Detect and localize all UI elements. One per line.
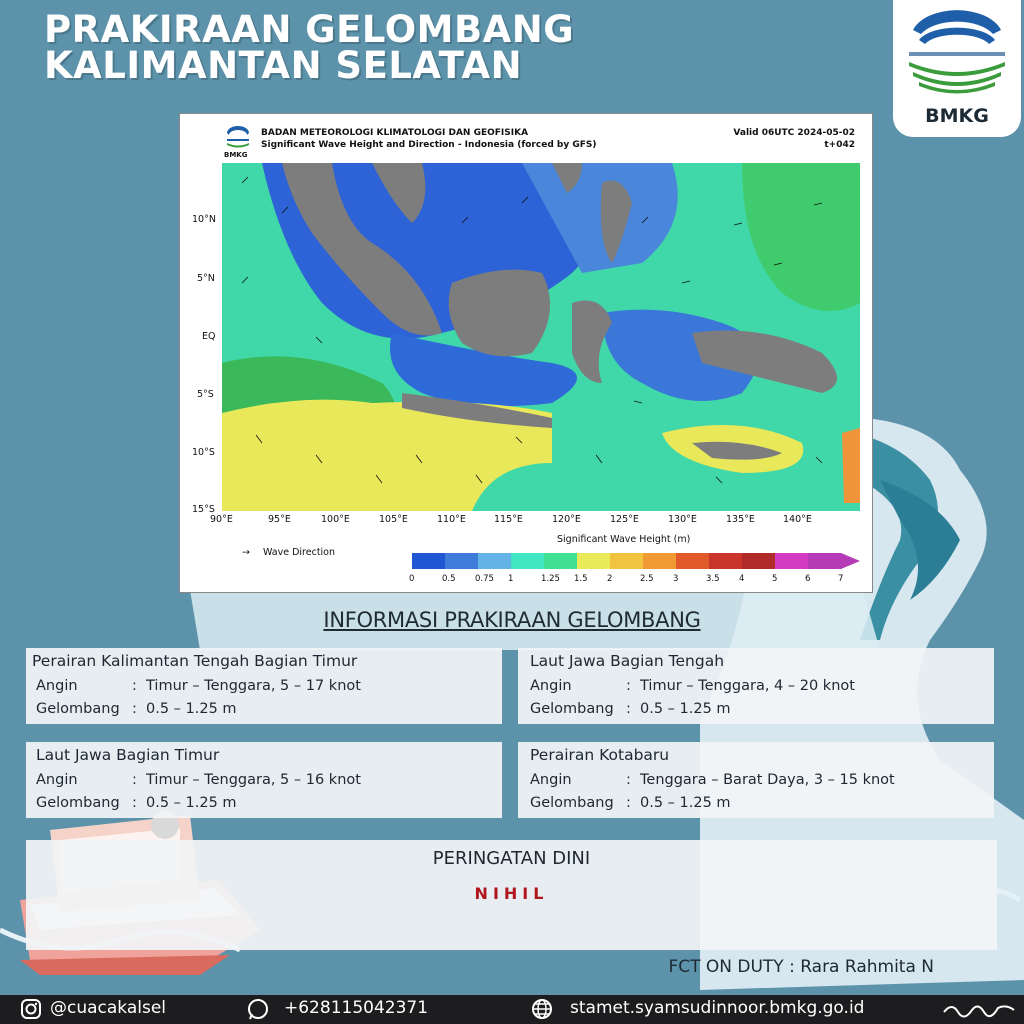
arrow-legend-label: Wave Direction bbox=[263, 547, 336, 558]
colorbar-tick-label: 3 bbox=[673, 574, 679, 584]
wave-value: 0.5 – 1.25 m bbox=[146, 795, 237, 811]
whatsapp-icon bbox=[246, 998, 270, 1021]
area-card bbox=[518, 742, 994, 818]
wave-label: Gelombang bbox=[36, 795, 120, 811]
colorbar-cell bbox=[643, 553, 676, 569]
colorbar bbox=[412, 553, 862, 569]
lon-label: 100°E bbox=[321, 514, 350, 525]
colorbar-tick-label: 0 bbox=[409, 574, 415, 584]
colorbar-tick-label: 0.75 bbox=[475, 574, 494, 584]
colorbar-cell bbox=[445, 553, 478, 569]
colorbar-tick-label: 3.5 bbox=[706, 574, 720, 584]
warning-value: NIHIL bbox=[474, 884, 549, 903]
colon: : bbox=[132, 795, 137, 811]
colorbar-tick-label: 1 bbox=[508, 574, 514, 584]
colorbar-tick-label: 5 bbox=[772, 574, 778, 584]
lat-label: 10°S bbox=[192, 447, 215, 458]
lon-label: 140°E bbox=[783, 514, 812, 525]
instagram-icon bbox=[20, 998, 42, 1021]
area-name: Perairan Kotabaru bbox=[530, 746, 670, 764]
colorbar-cell bbox=[775, 553, 808, 569]
lat-label: 10°N bbox=[192, 214, 216, 225]
colorbar-cell bbox=[808, 553, 841, 569]
lat-label: 5°N bbox=[197, 273, 215, 284]
colon: : bbox=[132, 701, 137, 717]
colorbar-cell bbox=[742, 553, 775, 569]
map-lead-time: t+042 bbox=[824, 140, 855, 150]
colorbar-end-arrow bbox=[841, 553, 860, 569]
forecaster-on-duty: FCT ON DUTY : Rara Rahmita N bbox=[668, 957, 934, 977]
colorbar-tick-label: 0.5 bbox=[442, 574, 456, 584]
wave-label: Gelombang bbox=[36, 701, 120, 717]
warning-title: PERINGATAN DINI bbox=[432, 848, 591, 869]
colorbar-tick-label: 1.25 bbox=[541, 574, 560, 584]
wave-label: Gelombang bbox=[530, 701, 614, 717]
area-card bbox=[518, 648, 994, 724]
colorbar-cell bbox=[412, 553, 445, 569]
title-line-2: KALIMANTAN SELATAN bbox=[44, 44, 523, 87]
lon-label: 135°E bbox=[726, 514, 755, 525]
area-name: Laut Jawa Bagian Timur bbox=[36, 746, 220, 764]
bmkg-logo-icon bbox=[893, 0, 1021, 105]
phone-number[interactable]: +628115042371 bbox=[284, 998, 429, 1018]
title-line-1: PRAKIRAAN GELOMBANG bbox=[44, 8, 575, 51]
small-logo-text: BMKG bbox=[224, 151, 248, 159]
wind-value: Tenggara – Barat Daya, 3 – 15 knot bbox=[640, 772, 895, 788]
arrow-legend-icon: → bbox=[242, 547, 250, 558]
colon: : bbox=[132, 678, 137, 694]
area-name: Laut Jawa Bagian Tengah bbox=[530, 652, 725, 670]
lon-label: 105°E bbox=[379, 514, 408, 525]
globe-icon bbox=[530, 998, 554, 1021]
lat-label: EQ bbox=[202, 331, 216, 342]
lon-label: 130°E bbox=[668, 514, 697, 525]
wave-label: Gelombang bbox=[530, 795, 614, 811]
wind-label: Angin bbox=[530, 678, 572, 694]
lat-label: 5°S bbox=[197, 389, 214, 400]
colorbar-cell bbox=[478, 553, 511, 569]
wind-value: Timur – Tenggara, 5 – 17 knot bbox=[146, 678, 361, 694]
colorbar-tick-label: 2.5 bbox=[640, 574, 654, 584]
colorbar-tick-label: 6 bbox=[805, 574, 811, 584]
colon: : bbox=[626, 678, 631, 694]
colon: : bbox=[626, 701, 631, 717]
wind-label: Angin bbox=[530, 772, 572, 788]
signature-graphic bbox=[942, 998, 1016, 1021]
wave-value: 0.5 – 1.25 m bbox=[146, 701, 237, 717]
lat-label: 15°S bbox=[192, 504, 215, 515]
colorbar-tick-label: 4 bbox=[739, 574, 745, 584]
colorbar-tick-label: 2 bbox=[607, 574, 613, 584]
instagram-handle[interactable]: @cuacakalsel bbox=[50, 998, 167, 1018]
wind-label: Angin bbox=[36, 772, 78, 788]
wave-value: 0.5 – 1.25 m bbox=[640, 795, 731, 811]
bmkg-logo bbox=[893, 0, 1021, 137]
colorbar-cell bbox=[577, 553, 610, 569]
wave-height-plot bbox=[222, 163, 860, 511]
wind-label: Angin bbox=[36, 678, 78, 694]
bmkg-logo-text: BMKG bbox=[925, 105, 989, 127]
area-card bbox=[26, 648, 502, 724]
colorbar-cell bbox=[709, 553, 742, 569]
early-warning-box bbox=[26, 840, 997, 950]
lon-label: 110°E bbox=[437, 514, 466, 525]
colorbar-tick-label: 1.5 bbox=[574, 574, 588, 584]
map-agency: BADAN METEOROLOGI KLIMATOLOGI DAN GEOFISIKA bbox=[261, 128, 529, 138]
footer-bar bbox=[0, 995, 1024, 1024]
area-name: Perairan Kalimantan Tengah Bagian Timur bbox=[32, 652, 358, 670]
lon-label: 120°E bbox=[552, 514, 581, 525]
colorbar-title: Significant Wave Height (m) bbox=[557, 534, 691, 545]
colorbar-cell bbox=[544, 553, 577, 569]
colon: : bbox=[626, 795, 631, 811]
map-valid-time: Valid 06UTC 2024-05-02 bbox=[733, 128, 855, 138]
page-title bbox=[44, 8, 575, 87]
colorbar-cell bbox=[610, 553, 643, 569]
map-subtitle: Significant Wave Height and Direction - Indonesia (forced by GFS) bbox=[261, 140, 597, 150]
wave-value: 0.5 – 1.25 m bbox=[640, 701, 731, 717]
wind-value: Timur – Tenggara, 5 – 16 knot bbox=[146, 772, 361, 788]
lon-label: 90°E bbox=[210, 514, 233, 525]
lon-label: 125°E bbox=[610, 514, 639, 525]
colon: : bbox=[626, 772, 631, 788]
colorbar-tick-label: 7 bbox=[838, 574, 844, 584]
wind-value: Timur – Tenggara, 4 – 20 knot bbox=[640, 678, 855, 694]
colorbar-cell bbox=[511, 553, 544, 569]
area-card bbox=[26, 742, 502, 818]
info-heading: INFORMASI PRAKIRAAN GELOMBANG bbox=[323, 608, 701, 632]
lon-label: 95°E bbox=[268, 514, 291, 525]
colon: : bbox=[132, 772, 137, 788]
wave-forecast-map bbox=[179, 113, 873, 593]
website-link[interactable]: stamet.syamsudinnoor.bmkg.go.id bbox=[570, 998, 865, 1018]
colorbar-cell bbox=[676, 553, 709, 569]
lon-label: 115°E bbox=[494, 514, 523, 525]
